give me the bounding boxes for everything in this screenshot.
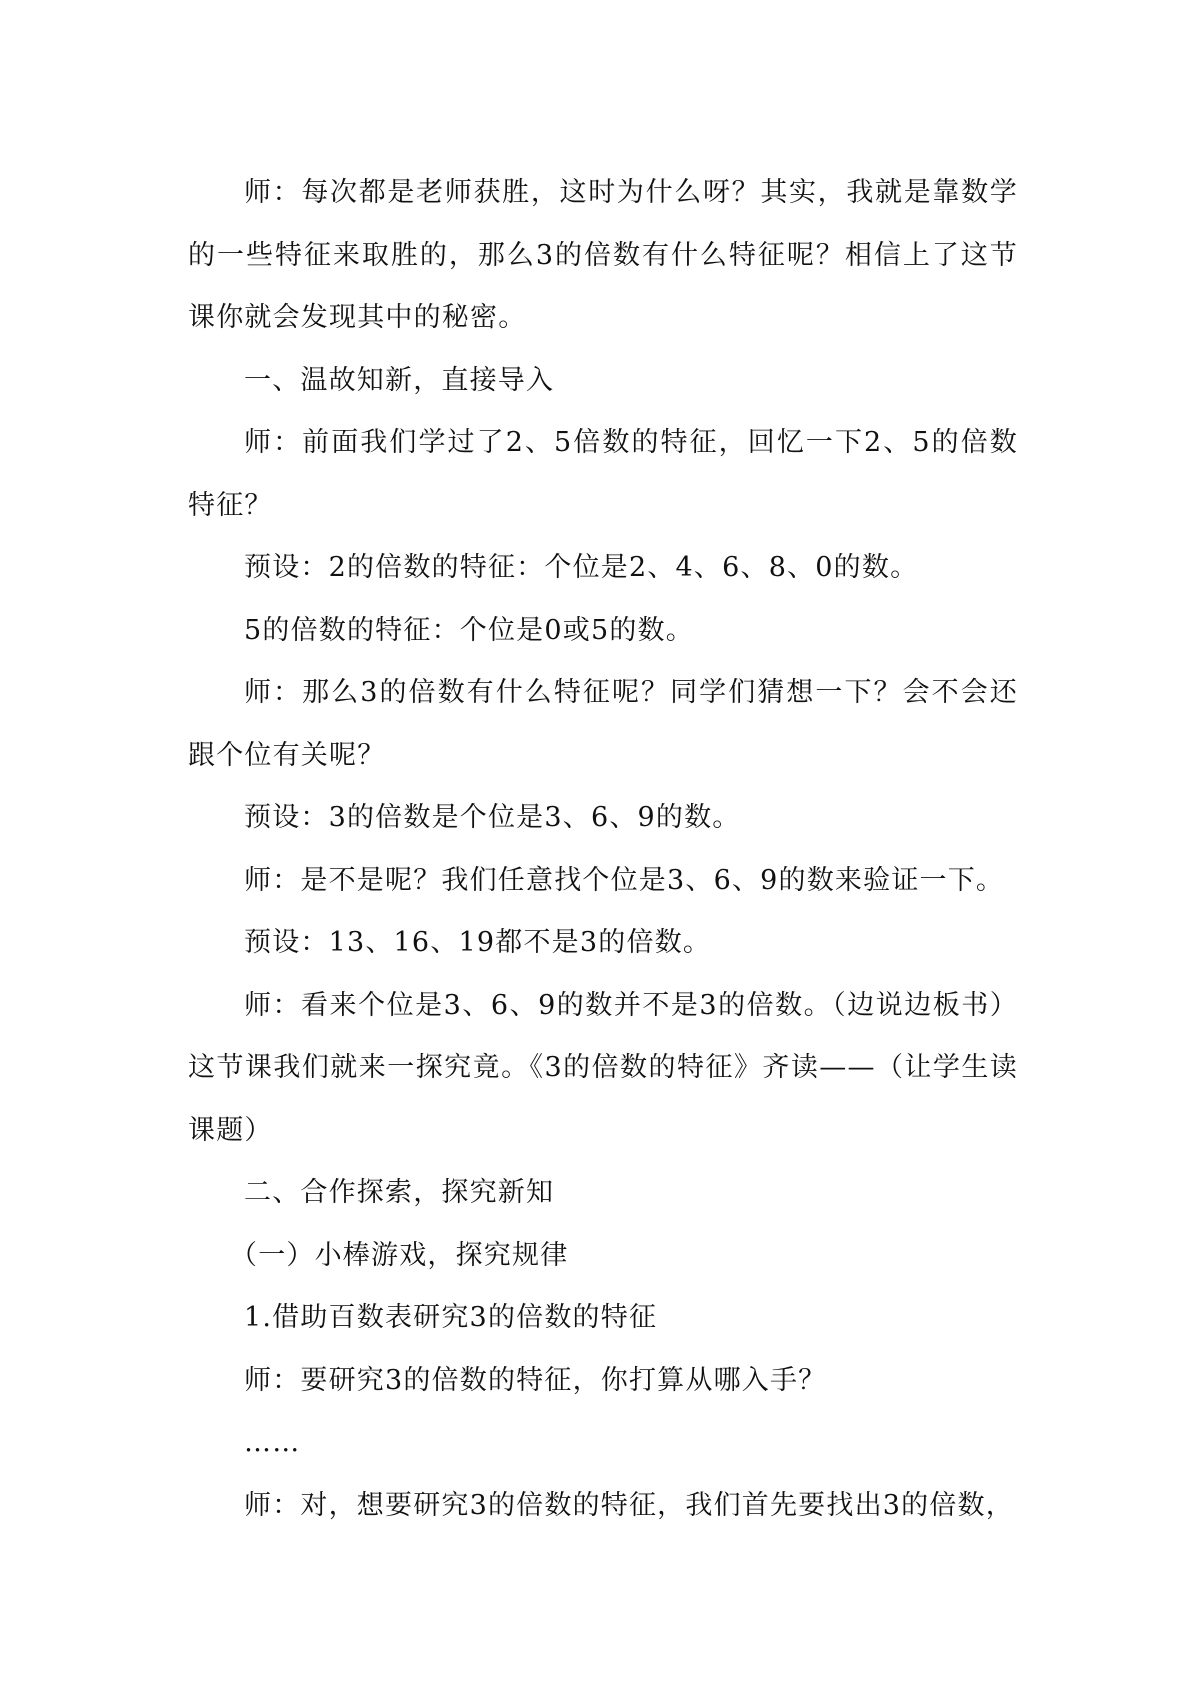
paragraph-preset-counterexample: 预设：13、16、19都不是3的倍数。 [244, 927, 712, 958]
paragraph-review-question: 师：前面我们学过了2、5倍数的特征，回忆一下2、5的倍数特征？ [188, 427, 1018, 521]
subsection-heading-1: （一）小棒游戏，探究规律 [230, 1239, 569, 1271]
paragraph-preset-guess: 预设：3的倍数是个位是3、6、9的数。 [244, 802, 741, 833]
paragraph-where-to-start: 师：要研究3的倍数的特征，你打算从哪入手？ [244, 1364, 827, 1396]
ellipsis-line: …… [244, 1427, 301, 1458]
paragraph-multiples-of-5: 5的倍数的特征：个位是0或5的数。 [244, 614, 694, 646]
paragraph-find-multiples: 师：对，想要研究3的倍数的特征，我们首先要找出3的倍数， [244, 1489, 1014, 1521]
numbered-item-1: 1.借助百数表研究3的倍数的特征 [244, 1302, 658, 1333]
paragraph-guess-multiples-of-3: 师：那么3的倍数有什么特征呢？同学们猜想一下？会不会还跟个位有关呢？ [188, 677, 1018, 771]
section-heading-2: 二、合作探索，探究新知 [244, 1177, 555, 1208]
paragraph-verify: 师：是不是呢？我们任意找个位是3、6、9的数来验证一下。 [244, 864, 1005, 896]
paragraph-preset-multiples-of-2: 预设：2的倍数的特征：个位是2、4、6、8、0的数。 [244, 552, 919, 583]
paragraph-teacher-intro: 师：每次都是老师获胜，这时为什么呀？其实，我就是靠数学的一些特征来取胜的，那么3的倍数有什么特征呢？相信上了这节课你就会发现其中的秘密。 [188, 177, 1018, 333]
paragraph-lesson-title-intro: 师：看来个位是3、6、9的数并不是3的倍数。（边说边板书）这节课我们就来一探究竟。《3的倍数的特征》齐读——（让学生读课题） [188, 989, 1018, 1146]
document-body [188, 162, 1018, 1537]
section-heading-1: 一、温故知新，直接导入 [244, 364, 555, 396]
